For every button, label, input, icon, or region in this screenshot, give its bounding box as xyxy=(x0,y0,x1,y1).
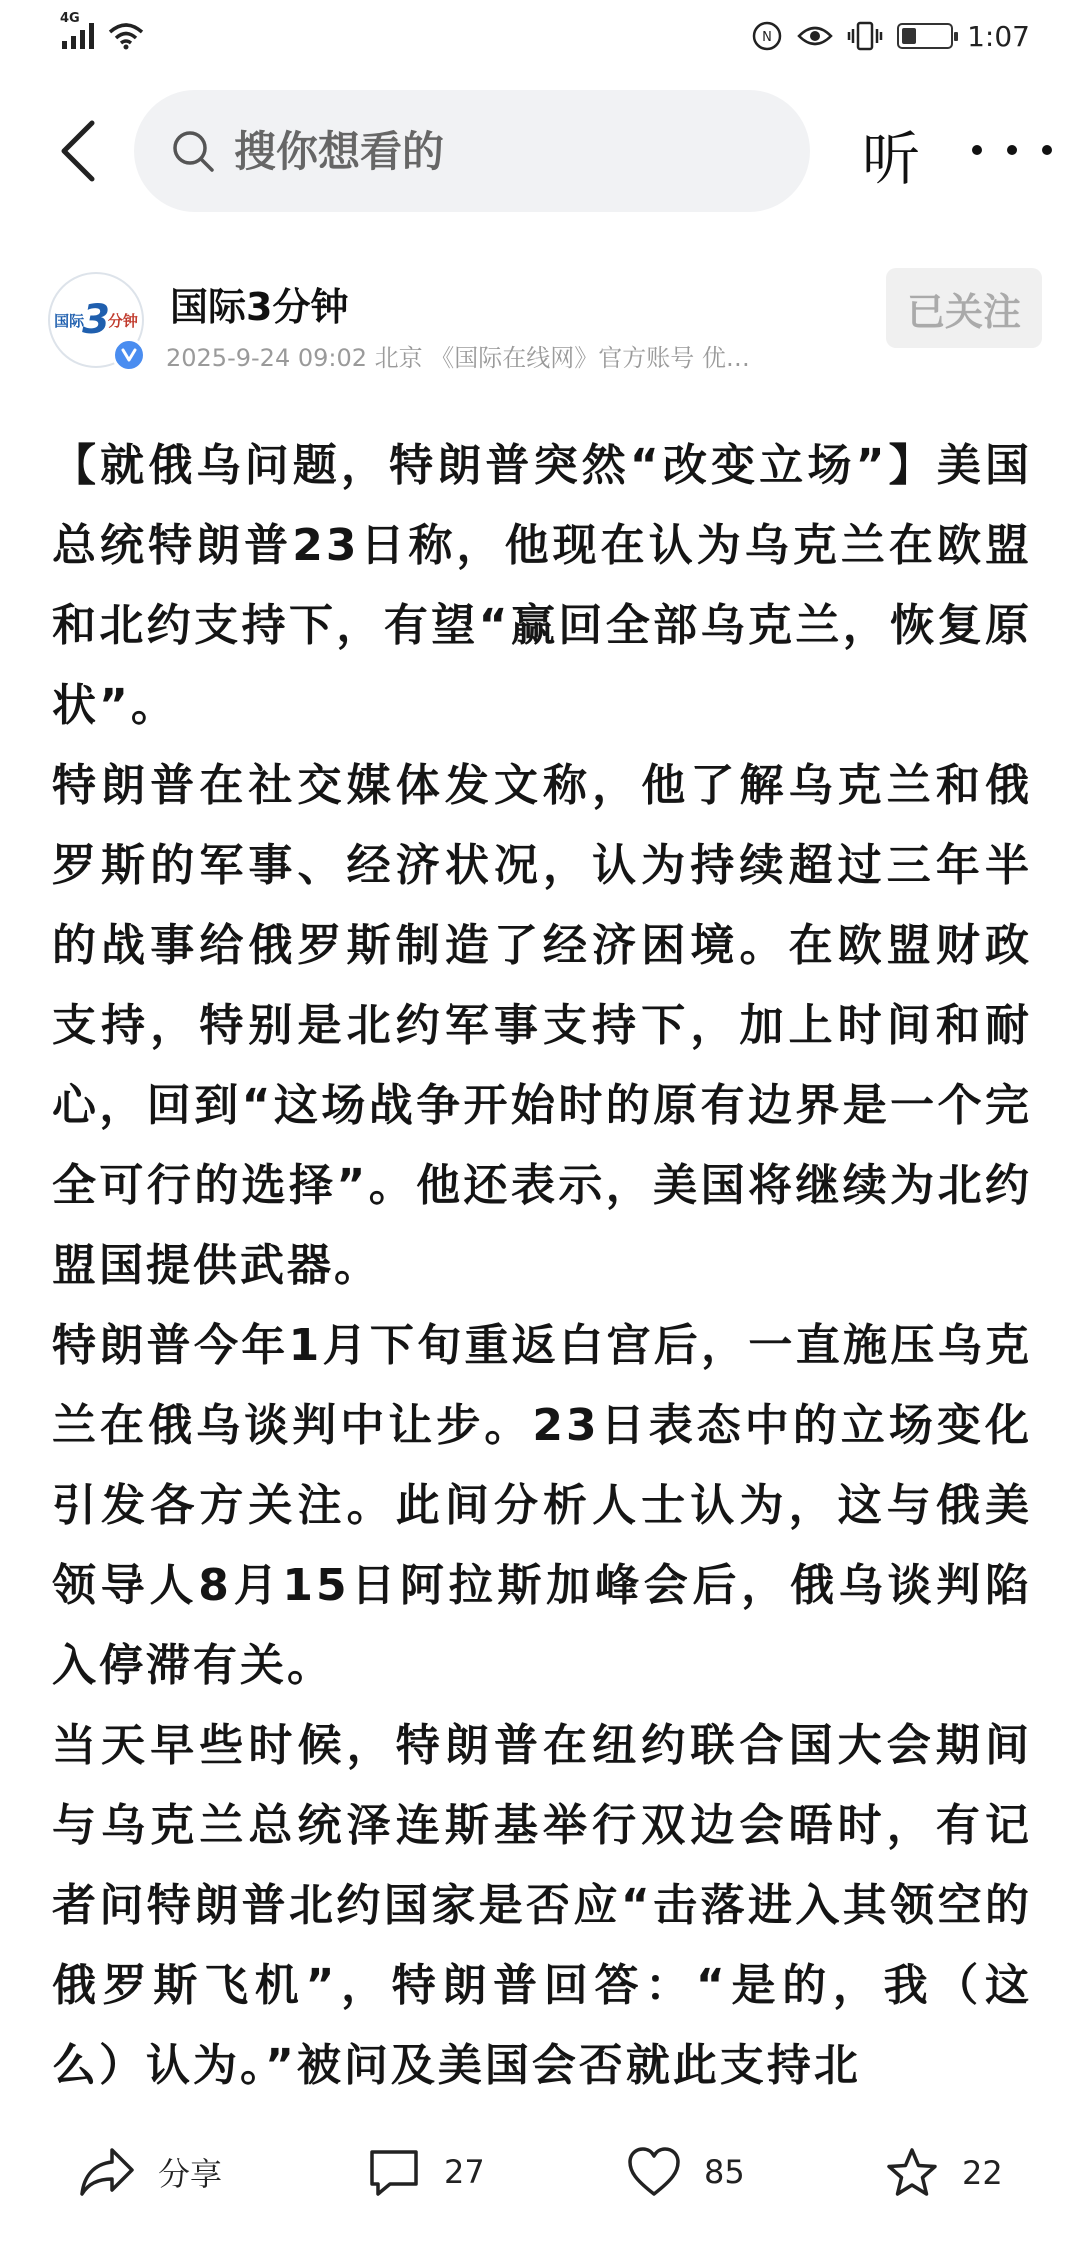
author-meta: 2025-9-24 09:02 北京 《国际在线网》官方账号 优… xyxy=(166,344,750,372)
network-type: 4G xyxy=(60,11,80,26)
article-paragraph: 【就俄乌问题，特朗普突然“改变立场”】美国总统特朗普23日称，他现在认为乌克兰在欧盟和北约支持下，有望“赢回全部乌克兰，恢复原状”。 xyxy=(52,440,1032,731)
star-icon xyxy=(884,2146,940,2200)
signal-icon xyxy=(60,11,94,49)
bottom-action-bar xyxy=(0,2136,1080,2244)
top-bar xyxy=(0,88,1080,214)
comment-icon xyxy=(366,2146,422,2198)
comment-button[interactable] xyxy=(366,2146,485,2198)
vibrate-icon xyxy=(847,20,883,52)
verified-badge-icon xyxy=(112,338,146,372)
svg-text:N: N xyxy=(762,30,772,45)
logo-text-right: 分钟 xyxy=(107,311,138,330)
article-body xyxy=(52,426,1032,2106)
listen-button[interactable]: 听 xyxy=(862,125,921,193)
like-button[interactable] xyxy=(626,2146,745,2198)
search-box[interactable] xyxy=(134,90,810,212)
share-icon xyxy=(78,2146,136,2198)
nfc-icon xyxy=(751,20,783,52)
status-bar xyxy=(0,0,1080,72)
comment-count: 27 xyxy=(444,2153,485,2191)
author-row xyxy=(0,268,1080,388)
follow-button[interactable]: 已关注 xyxy=(886,268,1042,348)
share-button[interactable] xyxy=(78,2146,222,2198)
wifi-icon xyxy=(108,22,144,50)
back-arrow-icon xyxy=(58,119,98,183)
like-count: 85 xyxy=(704,2153,745,2191)
clock: 1:07 xyxy=(967,19,1030,53)
battery-icon xyxy=(897,23,953,49)
heart-icon xyxy=(626,2146,682,2198)
article-paragraph: 特朗普在社交媒体发文称，他了解乌克兰和俄罗斯的军事、经济状况，认为持续超过三年半的战事给俄罗斯制造了经济困境。在欧盟财政支持，特别是北约军事支持下，加上时间和耐心，回到“这场战争开始时的原有边界是一个完全可行的选择”。他还表示，美国将继续为北约盟国提供武器。 xyxy=(52,760,1032,1291)
share-label: 分享 xyxy=(158,2155,223,2193)
search-icon xyxy=(170,128,216,174)
logo-text-left: 国际 xyxy=(54,311,85,330)
back-button[interactable] xyxy=(48,118,108,184)
search-input[interactable] xyxy=(234,127,734,176)
article-paragraph: 当天早些时候，特朗普在纽约联合国大会期间与乌克兰总统泽连斯基举行双边会晤时，有记者问特朗普北约国家是否应“击落进入其领空的俄罗斯飞机”，特朗普回答：“是的，我（这么）认为。”被问及美国会否就此支持北 xyxy=(52,1720,1032,2091)
eye-icon xyxy=(797,23,833,49)
favorite-count: 22 xyxy=(962,2154,1003,2192)
author-name[interactable]: 国际3分钟 xyxy=(170,285,349,329)
more-options-button[interactable] xyxy=(972,120,1052,180)
logo-number: 3 xyxy=(82,297,110,343)
favorite-button[interactable] xyxy=(884,2146,1003,2200)
article-paragraph: 特朗普今年1月下旬重返白宫后，一直施压乌克兰在俄乌谈判中让步。23日表态中的立场变化引发各方关注。此间分析人士认为，这与俄美领导人8月15日阿拉斯加峰会后，俄乌谈判陷入停滞有关。 xyxy=(52,1320,1032,1691)
